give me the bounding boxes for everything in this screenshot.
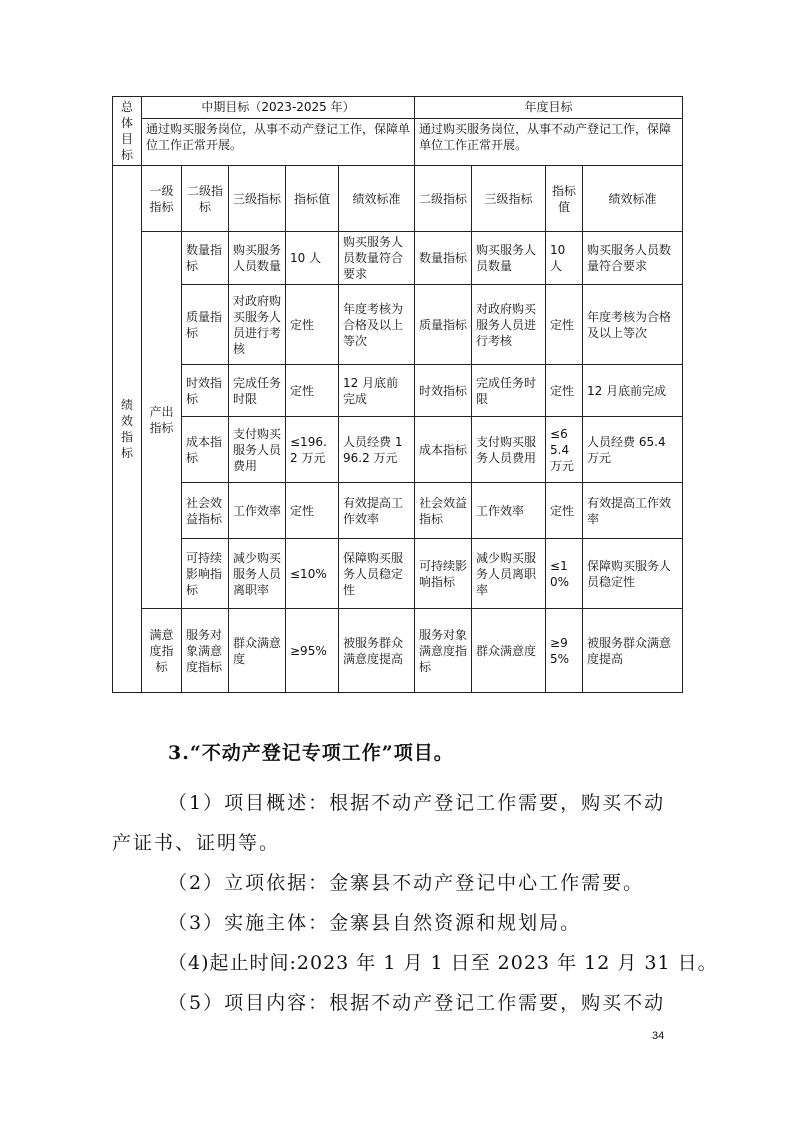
standard-cell-annual: 有效提高工作效率 [583, 483, 683, 539]
standard-cell: 12 月底前完成 [339, 365, 415, 417]
standard-cell-annual: 12 月底前完成 [583, 365, 683, 417]
page-number: 34 [652, 1030, 665, 1042]
table-row [113, 609, 683, 693]
table-row [113, 285, 683, 365]
standard-cell-annual: 年度考核为合格及以上等次 [583, 285, 683, 365]
value-cell: ≥95% [286, 609, 339, 693]
level3-cell: 减少购买服务人员离职率 [229, 539, 286, 609]
level3-cell-annual: 购买服务人员数量 [472, 232, 546, 285]
annual-goal-header: 年度目标 [415, 97, 683, 119]
col-header-standard-annual: 绩效标准 [583, 166, 683, 232]
level3-cell: 支付购买服务人员费用 [229, 417, 286, 483]
output-indicator-label: 产出指标 [142, 232, 182, 609]
level2-cell-annual: 质量指标 [415, 285, 472, 365]
col-header-level2: 二级指标 [182, 166, 229, 232]
level3-cell-annual: 完成任务时限 [472, 365, 546, 417]
level2-cell-annual: 服务对象满意度指标 [415, 609, 472, 693]
level2-cell-annual: 时效指标 [415, 365, 472, 417]
level2-cell: 时效指标 [182, 365, 229, 417]
level3-cell: 群众满意度 [229, 609, 286, 693]
standard-cell-annual: 被服务群众满意度提高 [583, 609, 683, 693]
col-header-level3: 三级指标 [229, 166, 286, 232]
table-row [113, 539, 683, 609]
standard-cell: 人员经费 196.2 万元 [339, 417, 415, 483]
level2-cell: 数量指标 [182, 232, 229, 285]
standard-cell-annual: 购买服务人员数量符合要求 [583, 232, 683, 285]
value-cell: 定性 [286, 365, 339, 417]
level3-cell-annual: 支付购买服务人员费用 [472, 417, 546, 483]
level2-cell: 成本指标 [182, 417, 229, 483]
performance-indicator-label: 绩效指标 [113, 166, 142, 693]
level3-cell: 完成任务时限 [229, 365, 286, 417]
performance-table [112, 96, 683, 693]
level3-cell-annual: 减少购买服务人员离职率 [472, 539, 546, 609]
level2-cell-annual: 成本指标 [415, 417, 472, 483]
value-cell-annual: 定性 [546, 365, 583, 417]
paragraph-basis: （2）立项依据：金寨县不动产登记中心工作需要。 [168, 872, 645, 894]
col-header-level3-annual: 三级指标 [472, 166, 546, 232]
paragraph-overview: （1）项目概述：根据不动产登记工作需要，购买不动 [168, 792, 666, 814]
standard-cell: 有效提高工作效率 [339, 483, 415, 539]
level3-cell-annual: 对政府购买服务人员进行考核 [472, 285, 546, 365]
value-cell-annual: 10 人 [546, 232, 583, 285]
level2-cell-annual: 可持续影响指标 [415, 539, 472, 609]
value-cell: ≤10% [286, 539, 339, 609]
level2-cell: 质量指标 [182, 285, 229, 365]
standard-cell-annual: 人员经费 65.4 万元 [583, 417, 683, 483]
level2-cell: 社会效益指标 [182, 483, 229, 539]
annual-goal-text: 通过购买服务岗位，从事不动产登记工作，保障单位工作正常开展。 [415, 118, 683, 165]
overall-goal-label: 总体目标 [113, 97, 142, 166]
level3-cell: 购买服务人员数量 [229, 232, 286, 285]
level3-cell: 工作效率 [229, 483, 286, 539]
satisfaction-indicator-label: 满意度指标 [142, 609, 182, 693]
level2-cell-annual: 数量指标 [415, 232, 472, 285]
value-cell: 定性 [286, 285, 339, 365]
standard-cell: 保障购买服务人员稳定性 [339, 539, 415, 609]
mid-term-goal-text: 通过购买服务岗位，从事不动产登记工作，保障单位工作正常开展。 [142, 118, 415, 165]
value-cell-annual: ≥95% [546, 609, 583, 693]
table-row [113, 483, 683, 539]
value-cell-annual: ≤10% [546, 539, 583, 609]
table-row [113, 365, 683, 417]
mid-term-goal-header: 中期目标（2023-2025 年） [142, 97, 415, 119]
paragraph-overview-cont: 产证书、证明等。 [112, 832, 281, 854]
paragraph-content: （5）项目内容：根据不动产登记工作需要，购买不动 [168, 992, 666, 1014]
level3-cell-annual: 工作效率 [472, 483, 546, 539]
value-cell: 10 人 [286, 232, 339, 285]
value-cell: 定性 [286, 483, 339, 539]
value-cell-annual: 定性 [546, 483, 583, 539]
paragraph-implementer: （3）实施主体：金寨县自然资源和规划局。 [168, 912, 582, 934]
col-header-level1: 一级指标 [142, 166, 182, 232]
level2-cell: 服务对象满意度指标 [182, 609, 229, 693]
standard-cell: 被服务群众满意度提高 [339, 609, 415, 693]
value-cell: ≤196.2 万元 [286, 417, 339, 483]
col-header-level2-annual: 二级指标 [415, 166, 472, 232]
level2-cell-annual: 社会效益指标 [415, 483, 472, 539]
section-heading: 3.“不动产登记专项工作”项目。 [168, 742, 454, 764]
standard-cell-annual: 保障购买服务人员稳定性 [583, 539, 683, 609]
level3-cell-annual: 群众满意度 [472, 609, 546, 693]
level2-cell: 可持续影响指标 [182, 539, 229, 609]
paragraph-period: （4)起止时间:2023 年 1 月 1 日至 2023 年 12 月 31 日。 [168, 952, 718, 974]
value-cell-annual: 定性 [546, 285, 583, 365]
standard-cell: 年度考核为合格及以上等次 [339, 285, 415, 365]
value-cell-annual: ≤65.4 万元 [546, 417, 583, 483]
standard-cell: 购买服务人员数量符合要求 [339, 232, 415, 285]
col-header-standard: 绩效标准 [339, 166, 415, 232]
table-row [113, 417, 683, 483]
col-header-value: 指标值 [286, 166, 339, 232]
table-row [113, 232, 683, 285]
level3-cell: 对政府购买服务人员进行考核 [229, 285, 286, 365]
col-header-value-annual: 指标值 [546, 166, 583, 232]
